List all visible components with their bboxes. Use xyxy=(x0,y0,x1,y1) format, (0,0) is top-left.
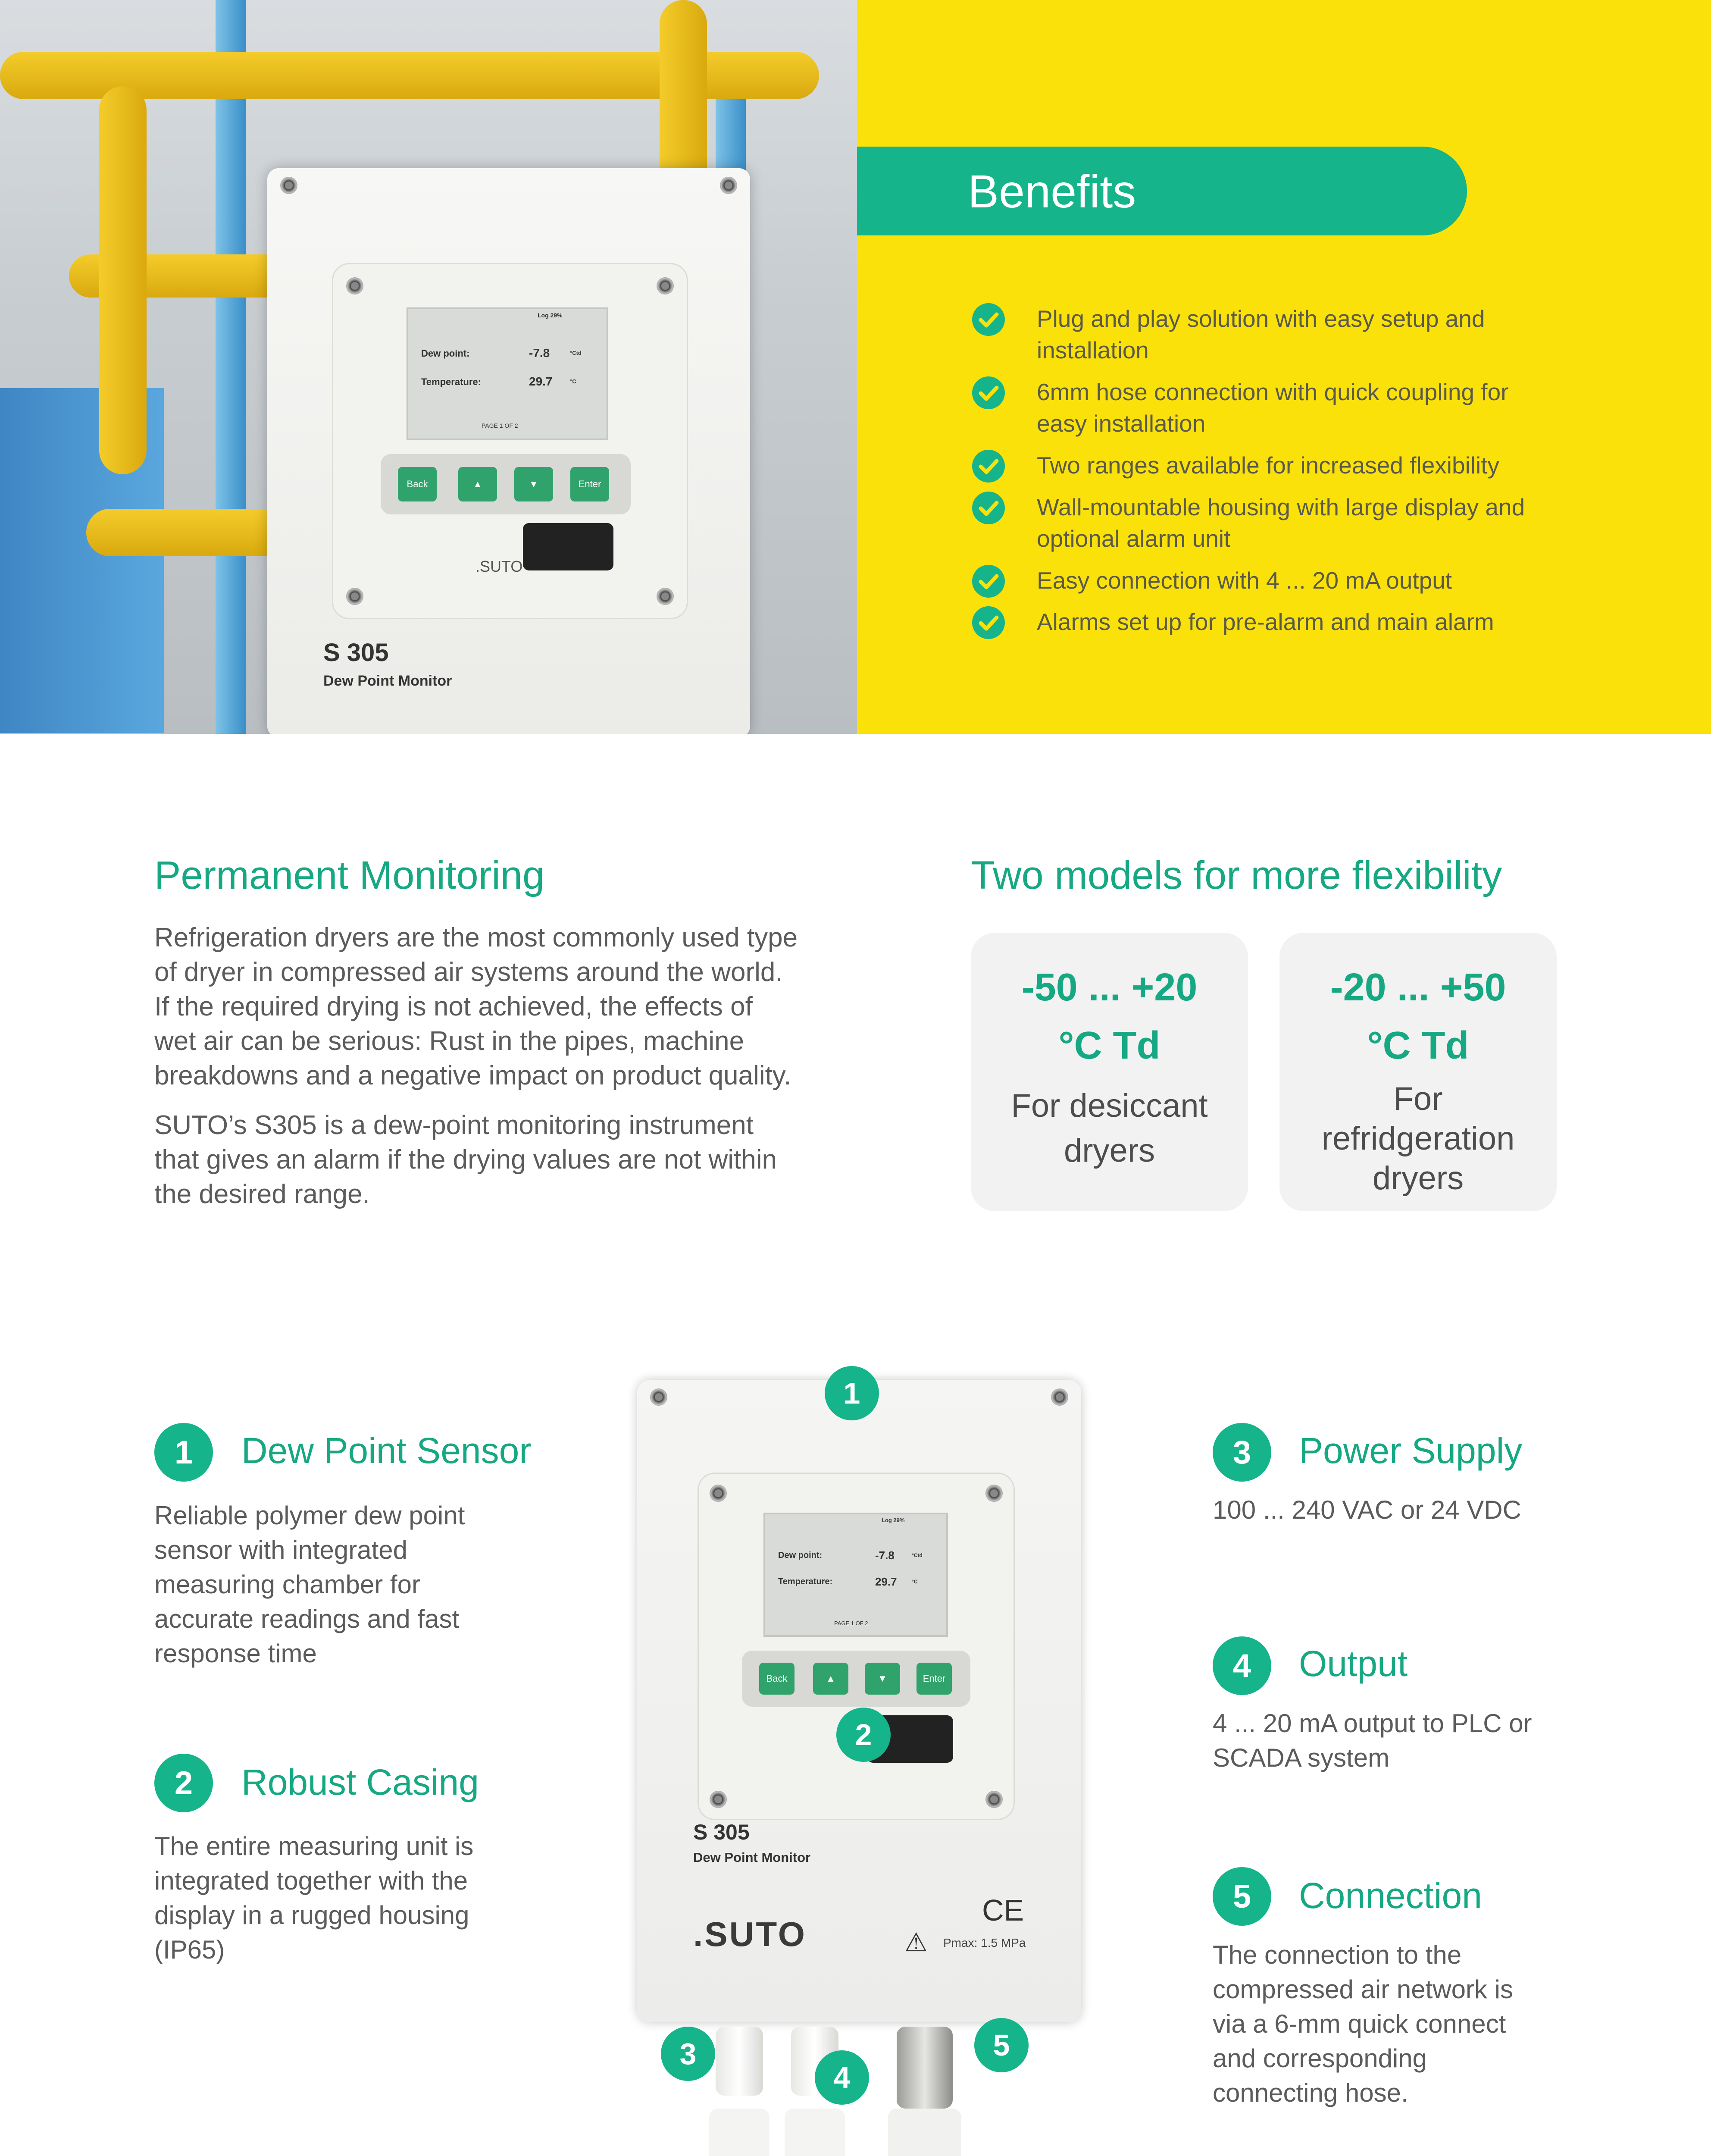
check-icon xyxy=(972,450,1005,483)
check-icon xyxy=(972,492,1005,524)
cable-gland xyxy=(716,2027,763,2096)
warning-icon: ⚠ xyxy=(904,1928,928,1957)
lcd-status: Log 29% xyxy=(538,312,563,319)
sensor-plug xyxy=(523,523,613,570)
callout-4: 4 xyxy=(815,2050,869,2105)
ce-mark: CE xyxy=(982,1893,1024,1927)
screw-icon xyxy=(1051,1388,1068,1406)
gland-cap xyxy=(785,2109,845,2156)
lcd-row1-label: Dew point: xyxy=(778,1551,823,1560)
device-illustration xyxy=(637,1380,1081,2022)
lcd-footer: PAGE 1 OF 2 xyxy=(834,1620,868,1626)
back-key[interactable]: Back xyxy=(759,1663,795,1695)
benefit-text: 6mm hose connection with quick coupling for easy installation xyxy=(1037,379,1509,437)
feature-number: 1 xyxy=(154,1423,213,1482)
benefits-banner xyxy=(857,147,1467,235)
device-brand-logo: .SUTO xyxy=(693,1915,807,1953)
monitoring-paragraph-1: Refrigeration dryers are the most commonly used type of dryer in compressed air systems around the world. If the required drying is not achieved, the effects of wet air can be serious: Rust in the pipes, machine breakdowns and a negative impact on product quality. xyxy=(154,923,798,1091)
quick-coupling xyxy=(888,2109,961,2156)
model-description: For refridgeration dryers xyxy=(1321,1081,1515,1197)
screw-icon xyxy=(710,1791,727,1808)
check-icon xyxy=(972,303,1005,336)
feature-number: 5 xyxy=(1213,1867,1271,1926)
feature-text: Reliable polymer dew point sensor with integrated measuring chamber for accurate readings and fast response time xyxy=(154,1501,465,1668)
feature-title: Connection xyxy=(1299,1875,1482,1916)
models-title: Two models for more flexibility xyxy=(971,853,1502,897)
down-key[interactable]: ▼ xyxy=(514,467,553,501)
feature-title: Output xyxy=(1299,1643,1408,1684)
feature-text: The connection to the compressed air network is via a 6-mm quick connect and corresponding connecting hose. xyxy=(1213,1940,1513,2107)
screw-icon xyxy=(985,1791,1003,1808)
keypad xyxy=(742,1651,970,1707)
lcd-status: Log 29% xyxy=(882,1517,905,1523)
screw-icon xyxy=(657,588,674,605)
gland-cap xyxy=(709,2109,769,2156)
lcd-screen xyxy=(763,1513,948,1637)
callout-3: 3 xyxy=(661,2027,715,2081)
screw-icon xyxy=(346,588,363,605)
feature-text: 100 ... 240 VAC or 24 VDC xyxy=(1213,1495,1521,1524)
monitoring-title: Permanent Monitoring xyxy=(154,853,545,897)
hero-brand: .SUTO xyxy=(475,558,523,575)
display-panel xyxy=(332,263,688,619)
model-range: -50 ... +20 xyxy=(1021,966,1198,1009)
callout-5: 5 xyxy=(974,2018,1029,2072)
benefit-text: Two ranges available for increased flexibility xyxy=(1037,452,1500,479)
feature-title: Power Supply xyxy=(1299,1430,1523,1471)
benefit-text: Plug and play solution with easy setup and installation xyxy=(1037,305,1485,364)
model-card-refrigeration xyxy=(1279,933,1557,1211)
up-key[interactable]: ▲ xyxy=(813,1663,848,1695)
screw-icon xyxy=(280,177,297,194)
feature-title: Dew Point Sensor xyxy=(241,1430,532,1471)
screw-icon xyxy=(657,277,674,295)
lcd-screen xyxy=(407,307,608,440)
callout-1: 1 xyxy=(825,1366,879,1420)
lcd-row2-label: Temperature: xyxy=(421,376,481,387)
lcd-row1-unit: °Ctd xyxy=(570,350,582,356)
enter-key[interactable]: Enter xyxy=(570,467,609,501)
keypad xyxy=(381,454,631,514)
hero-device xyxy=(267,168,750,734)
lcd-row1-unit: °Ctd xyxy=(912,1552,923,1558)
hero-model: S 305 xyxy=(323,639,389,667)
feature-number: 2 xyxy=(154,1754,213,1812)
monitoring-paragraph-2: SUTO’s S305 is a dew-point monitoring instrument that gives an alarm if the drying values are not within the desired range. xyxy=(154,1110,777,1209)
check-icon xyxy=(972,606,1005,639)
screw-icon xyxy=(650,1388,667,1406)
model-range-unit: °C Td xyxy=(1058,1024,1160,1067)
callout-2: 2 xyxy=(836,1708,891,1762)
model-description: For desiccant dryers xyxy=(1011,1087,1208,1169)
feature-text: 4 ... 20 mA output to PLC or SCADA system xyxy=(1213,1709,1532,1772)
lcd-row2-value: 29.7 xyxy=(875,1575,897,1588)
lcd-row1-value: -7.8 xyxy=(875,1549,895,1562)
lcd-footer: PAGE 1 OF 2 xyxy=(482,422,518,429)
feature-number: 4 xyxy=(1213,1636,1271,1695)
feature-number: 3 xyxy=(1213,1423,1271,1482)
pressure-label: Pmax: 1.5 MPa xyxy=(943,1936,1026,1949)
model-card-desiccant xyxy=(971,933,1248,1211)
lcd-row2-unit: °C xyxy=(570,378,576,385)
hose-fitting xyxy=(897,2027,953,2109)
model-range-unit: °C Td xyxy=(1367,1024,1469,1067)
back-key[interactable]: Back xyxy=(398,467,437,501)
enter-key[interactable]: Enter xyxy=(916,1663,952,1695)
yellow-pipe-left xyxy=(99,86,147,474)
model-range: -20 ... +50 xyxy=(1330,966,1506,1009)
device-model: S 305 xyxy=(693,1820,750,1844)
down-key[interactable]: ▼ xyxy=(865,1663,900,1695)
display-panel xyxy=(698,1473,1015,1820)
hero-photo xyxy=(0,0,857,734)
hero-subtitle: Dew Point Monitor xyxy=(323,673,452,689)
lcd-row2-label: Temperature: xyxy=(778,1577,833,1586)
benefit-text: Alarms set up for pre-alarm and main alarm xyxy=(1037,608,1494,635)
lcd-row1-label: Dew point: xyxy=(421,348,470,359)
blue-pipe xyxy=(216,0,246,734)
lcd-row2-value: 29.7 xyxy=(529,375,553,388)
screw-icon xyxy=(720,177,737,194)
device-subtitle: Dew Point Monitor xyxy=(693,1850,811,1865)
up-key[interactable]: ▲ xyxy=(458,467,497,501)
screw-icon xyxy=(985,1485,1003,1502)
feature-title: Robust Casing xyxy=(241,1762,479,1802)
benefit-text: Easy connection with 4 ... 20 mA output xyxy=(1037,567,1452,594)
benefit-text: Wall-mountable housing with large display and optional alarm unit xyxy=(1037,494,1525,552)
screw-icon xyxy=(346,277,363,295)
check-icon xyxy=(972,376,1005,409)
check-icon xyxy=(972,565,1005,598)
feature-text: The entire measuring unit is integrated together with the display in a rugged housing (IP65) xyxy=(154,1832,474,1964)
lcd-row2-unit: °C xyxy=(912,1579,918,1585)
screw-icon xyxy=(710,1485,727,1502)
benefits-title: Benefits xyxy=(968,165,1136,217)
lcd-row1-value: -7.8 xyxy=(529,346,550,360)
